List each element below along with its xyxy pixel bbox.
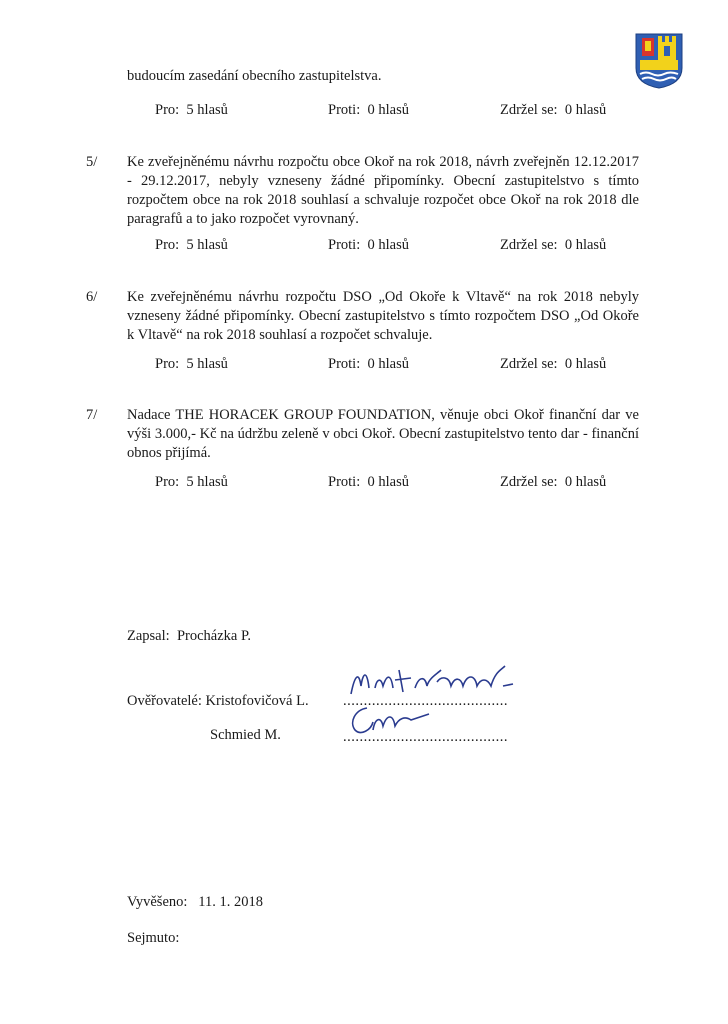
vote-abstain: Zdržel se: 0 hlasů xyxy=(500,237,607,253)
item-text: Ke zveřejněnému návrhu rozpočtu DSO „Od Okoře k Vltavě“ na rok 2018 nebyly vzneseny žádné připomínky. Obecní zastupitelstvo s tímto rozpočtem DSO „Od Okoře k Vltavě“ na rok 2018 souhlasí a rozpočet schvaluje. xyxy=(127,289,639,343)
posted-line: Vyvěšeno: 11. 1. 2018 xyxy=(127,894,264,910)
item-text: Ke zveřejněnému návrhu rozpočtu obce Okoř na rok 2018, návrh zveřejněn 12.12.2017 - 29.12.2017, nebyly vzneseny žádné připomínky. Obecní zastupitelstvo s tímto rozpočtem obce na rok 2018 souhlasí a schvaluje rozpočet obce Okoř na rok 2018 dle paragrafů a to jako rozpočet vyrovnaný. xyxy=(127,154,639,227)
item-text: Nadace THE HORACEK GROUP FOUNDATION, věnuje obci Okoř finanční dar ve výši 3.000,- Kč na údržbu zeleně v obci Okoř. Obecní zastupitelstvo tento dar - finanční obnos přijímá. xyxy=(127,407,639,461)
recorder-line: Zapsal: Procházka P. xyxy=(127,628,252,644)
vote-abstain: Zdržel se: 0 hlasů xyxy=(500,102,607,118)
signature-line-first: ........................................ xyxy=(343,693,508,709)
municipal-crest-icon xyxy=(634,32,684,90)
item-number: 6/ xyxy=(86,289,98,305)
item-number: 7/ xyxy=(86,407,98,423)
signature-first-icon xyxy=(345,664,525,704)
item-number: 5/ xyxy=(86,154,98,170)
signature-line-second: ........................................ xyxy=(343,729,508,745)
vote-for: Pro: 5 hlasů xyxy=(155,474,228,490)
vote-against: Proti: 0 hlasů xyxy=(328,102,409,118)
verifier-first: Ověřovatelé: Kristofovičová L. xyxy=(127,693,309,709)
vote-against: Proti: 0 hlasů xyxy=(328,474,409,490)
vote-abstain: Zdržel se: 0 hlasů xyxy=(500,474,607,490)
intro-line: budoucím zasedání obecního zastupitelstva. xyxy=(127,68,382,84)
signature-second-icon xyxy=(345,700,445,740)
removed-line: Sejmuto: xyxy=(127,930,180,946)
vote-against: Proti: 0 hlasů xyxy=(328,356,409,372)
vote-against: Proti: 0 hlasů xyxy=(328,237,409,253)
vote-for: Pro: 5 hlasů xyxy=(155,356,228,372)
vote-for: Pro: 5 hlasů xyxy=(155,237,228,253)
verifier-second: Schmied M. xyxy=(210,727,281,743)
vote-abstain: Zdržel se: 0 hlasů xyxy=(500,356,607,372)
vote-for: Pro: 5 hlasů xyxy=(155,102,228,118)
